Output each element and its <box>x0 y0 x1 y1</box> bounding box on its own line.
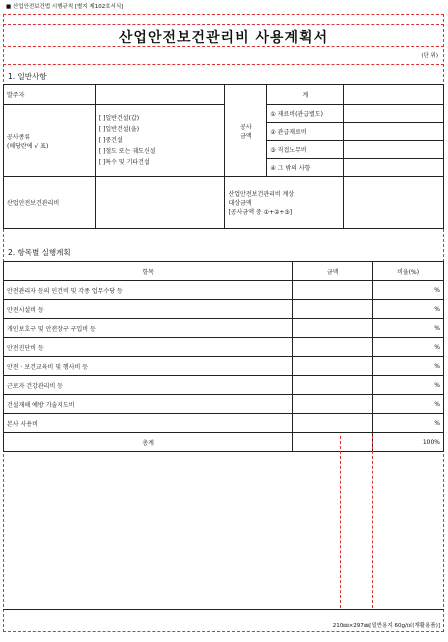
cost-item-other: ④ 그 밖의 사항 <box>267 159 344 177</box>
row-item: 안전시설비 등 <box>4 300 293 319</box>
cost-item-labor: ③ 직접노무비 <box>267 141 344 159</box>
orderer-value[interactable] <box>95 85 225 105</box>
section-divider <box>3 64 444 65</box>
row-amount[interactable] <box>293 414 373 433</box>
row-item: 안전 · 보건교육비 및 행사비 등 <box>4 357 293 376</box>
row-item: 개인보호구 및 안전장구 구입비 등 <box>4 319 293 338</box>
construction-type-sub: (해당란에 √ 표) <box>7 142 49 150</box>
cost-other-value[interactable] <box>344 159 444 177</box>
row-amount[interactable] <box>293 376 373 395</box>
construction-type-label: 공사종류 <box>7 133 31 141</box>
row-ratio[interactable]: % <box>373 357 444 376</box>
construction-type-options <box>95 105 225 177</box>
row-ratio[interactable]: % <box>373 281 444 300</box>
footer-divider <box>3 609 444 610</box>
option-special[interactable]: [ ]특수 및 기타건설 <box>98 159 150 166</box>
form-title: 산업안전보건관리비 사용계획서 <box>118 30 329 46</box>
table-row <box>4 395 444 414</box>
row-ratio[interactable]: % <box>373 319 444 338</box>
safety-cost-label: 산업안전보건관리비 <box>4 177 96 229</box>
option-general-a[interactable]: [ ]일반건설(갑) <box>98 115 140 122</box>
row-item: 건설재해 예방 기술지도비 <box>4 395 293 414</box>
unit-label: (단 위) <box>421 53 438 59</box>
table-row <box>4 376 444 395</box>
target-amount-label: 산업안전보건관리비 계상 대상금액 [공사금액 중 ①+②+③] <box>225 177 344 229</box>
execution-plan-table <box>3 261 444 452</box>
table-row <box>4 338 444 357</box>
section1-label: 1. 일반사항 <box>8 72 47 81</box>
cost-item-material: ① 재료비(관급별도) <box>267 105 344 123</box>
option-railway[interactable]: [ ]철도 또는 궤도신설 <box>98 148 156 155</box>
row-ratio[interactable]: % <box>373 395 444 414</box>
paper-spec-footer: 210㎜×297㎜[일반용지 60g/㎡(재활용품)] <box>332 623 440 629</box>
table-row <box>4 357 444 376</box>
table-row <box>4 300 444 319</box>
header-amount: 금액 <box>293 262 373 281</box>
header-item: 항목 <box>4 262 293 281</box>
column-guide <box>340 436 341 608</box>
safety-cost-value[interactable] <box>95 177 225 229</box>
row-amount[interactable] <box>293 338 373 357</box>
table-row <box>4 414 444 433</box>
total-label: 총계 <box>4 433 293 452</box>
general-info-table <box>3 84 444 229</box>
form-header-note: ■ 산업안전보건법 시행규칙 [별지 제102호서식] <box>6 4 124 10</box>
cost-material-value[interactable] <box>344 105 444 123</box>
construction-type-cell <box>4 105 96 177</box>
cost-label: 공사 금액 <box>225 85 267 177</box>
row-ratio[interactable]: % <box>373 338 444 357</box>
option-general-b[interactable]: [ ]일반건설(을) <box>98 126 140 133</box>
row-ratio[interactable]: % <box>373 300 444 319</box>
target-amount-value[interactable] <box>344 177 444 229</box>
cost-labor-value[interactable] <box>344 141 444 159</box>
table-row <box>4 319 444 338</box>
column-guide <box>372 436 373 608</box>
table-row <box>4 281 444 300</box>
orderer-label: 발주자 <box>4 85 96 105</box>
total-ratio: 100% <box>373 433 444 452</box>
cost-total-value[interactable] <box>344 85 444 105</box>
cost-supplied-value[interactable] <box>344 123 444 141</box>
row-item: 안전관리자 등의 인건비 및 각종 업무수당 등 <box>4 281 293 300</box>
row-amount[interactable] <box>293 281 373 300</box>
row-item: 근로자 건강관리비 등 <box>4 376 293 395</box>
row-amount[interactable] <box>293 395 373 414</box>
cost-item-supplied: ② 관급재료비 <box>267 123 344 141</box>
section2-label: 2. 항목별 실행계획 <box>8 248 71 257</box>
row-amount[interactable] <box>293 319 373 338</box>
cost-header: 계 <box>267 85 344 105</box>
total-row <box>4 433 444 452</box>
option-heavy[interactable]: [ ]중건설 <box>98 137 123 144</box>
total-amount[interactable] <box>293 433 373 452</box>
row-amount[interactable] <box>293 357 373 376</box>
row-amount[interactable] <box>293 300 373 319</box>
row-ratio[interactable]: % <box>373 414 444 433</box>
row-item: 안전진단비 등 <box>4 338 293 357</box>
row-ratio[interactable]: % <box>373 376 444 395</box>
header-ratio: 비율(%) <box>373 262 444 281</box>
row-item: 본사 사용비 <box>4 414 293 433</box>
